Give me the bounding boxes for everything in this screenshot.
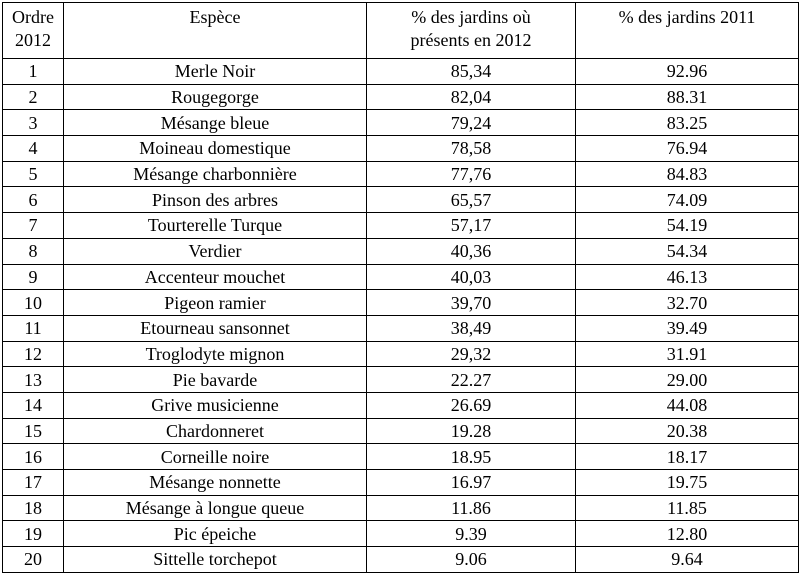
cell-species: Troglodyte mignon [64, 341, 367, 367]
cell-species: Chardonneret [64, 418, 367, 444]
cell-rank: 9 [3, 264, 64, 290]
table-row [3, 495, 799, 521]
cell-pct-2011: 44.08 [576, 392, 799, 418]
header-rank [3, 3, 64, 59]
cell-pct-2012: 19.28 [367, 418, 576, 444]
cell-rank: 18 [3, 495, 64, 521]
cell-pct-2011: 12.80 [576, 521, 799, 547]
cell-pct-2012: 85,34 [367, 59, 576, 85]
cell-rank: 3 [3, 110, 64, 136]
cell-species: Tourterelle Turque [64, 213, 367, 239]
table-row [3, 264, 799, 290]
cell-species: Verdier [64, 238, 367, 264]
cell-species: Moineau domestique [64, 136, 367, 162]
cell-pct-2012: 9.39 [367, 521, 576, 547]
cell-rank: 20 [3, 547, 64, 573]
cell-rank: 13 [3, 367, 64, 393]
cell-pct-2012: 57,17 [367, 213, 576, 239]
table-row [3, 341, 799, 367]
header-pct-2011-label: % des jardins 2011 [618, 7, 756, 27]
cell-rank: 19 [3, 521, 64, 547]
cell-pct-2011: 46.13 [576, 264, 799, 290]
table-row [3, 470, 799, 496]
cell-species: Pie bavarde [64, 367, 367, 393]
header-pct-2012 [367, 3, 576, 59]
cell-pct-2012: 29,32 [367, 341, 576, 367]
cell-species: Pigeon ramier [64, 290, 367, 316]
cell-species: Pinson des arbres [64, 187, 367, 213]
cell-pct-2012: 22.27 [367, 367, 576, 393]
cell-pct-2012: 16.97 [367, 470, 576, 496]
cell-rank: 6 [3, 187, 64, 213]
table-row [3, 187, 799, 213]
cell-species: Etourneau sansonnet [64, 315, 367, 341]
header-species [64, 3, 367, 59]
cell-pct-2012: 79,24 [367, 110, 576, 136]
cell-species: Sittelle torchepot [64, 547, 367, 573]
table-body [3, 59, 799, 573]
cell-species: Mésange nonnette [64, 470, 367, 496]
header-row [3, 3, 799, 59]
cell-rank: 2 [3, 84, 64, 110]
table-row [3, 110, 799, 136]
table-row [3, 547, 799, 573]
cell-pct-2012: 18.95 [367, 444, 576, 470]
cell-rank: 17 [3, 470, 64, 496]
cell-rank: 7 [3, 213, 64, 239]
header-rank-line1: Ordre [12, 7, 54, 27]
header-pct-2012-line1: % des jardins où [411, 7, 531, 27]
table-row [3, 238, 799, 264]
table-row [3, 161, 799, 187]
cell-pct-2012: 9.06 [367, 547, 576, 573]
header-pct-2012-line2: présents en 2012 [410, 30, 532, 50]
cell-rank: 14 [3, 392, 64, 418]
table-row [3, 290, 799, 316]
cell-pct-2011: 20.38 [576, 418, 799, 444]
cell-pct-2011: 84.83 [576, 161, 799, 187]
cell-pct-2011: 54.34 [576, 238, 799, 264]
cell-species: Mésange à longue queue [64, 495, 367, 521]
header-pct-2011 [576, 3, 799, 59]
cell-pct-2011: 92.96 [576, 59, 799, 85]
cell-species: Grive musicienne [64, 392, 367, 418]
table-row [3, 59, 799, 85]
cell-species: Merle Noir [64, 59, 367, 85]
cell-pct-2012: 40,03 [367, 264, 576, 290]
table-row [3, 136, 799, 162]
table-header [3, 3, 799, 59]
cell-rank: 10 [3, 290, 64, 316]
cell-rank: 12 [3, 341, 64, 367]
cell-pct-2012: 65,57 [367, 187, 576, 213]
cell-species: Accenteur mouchet [64, 264, 367, 290]
cell-pct-2011: 32.70 [576, 290, 799, 316]
table-row [3, 84, 799, 110]
cell-pct-2012: 82,04 [367, 84, 576, 110]
cell-rank: 15 [3, 418, 64, 444]
cell-rank: 5 [3, 161, 64, 187]
table-row [3, 392, 799, 418]
cell-pct-2011: 19.75 [576, 470, 799, 496]
cell-species: Pic épeiche [64, 521, 367, 547]
table-row [3, 521, 799, 547]
species-table [2, 2, 799, 573]
cell-pct-2011: 74.09 [576, 187, 799, 213]
table-row [3, 444, 799, 470]
cell-pct-2012: 77,76 [367, 161, 576, 187]
cell-pct-2011: 11.85 [576, 495, 799, 521]
table-row [3, 367, 799, 393]
cell-pct-2011: 18.17 [576, 444, 799, 470]
cell-pct-2012: 78,58 [367, 136, 576, 162]
header-species-label: Espèce [189, 7, 241, 27]
cell-pct-2012: 39,70 [367, 290, 576, 316]
table-row [3, 418, 799, 444]
cell-rank: 4 [3, 136, 64, 162]
cell-pct-2012: 38,49 [367, 315, 576, 341]
cell-pct-2011: 9.64 [576, 547, 799, 573]
cell-pct-2011: 29.00 [576, 367, 799, 393]
table-row [3, 315, 799, 341]
table-row [3, 213, 799, 239]
cell-species: Mésange charbonnière [64, 161, 367, 187]
cell-pct-2012: 40,36 [367, 238, 576, 264]
cell-species: Rougegorge [64, 84, 367, 110]
cell-species: Mésange bleue [64, 110, 367, 136]
cell-rank: 11 [3, 315, 64, 341]
cell-species: Corneille noire [64, 444, 367, 470]
cell-pct-2011: 88.31 [576, 84, 799, 110]
cell-pct-2012: 11.86 [367, 495, 576, 521]
cell-pct-2011: 39.49 [576, 315, 799, 341]
cell-pct-2011: 31.91 [576, 341, 799, 367]
cell-rank: 8 [3, 238, 64, 264]
cell-rank: 16 [3, 444, 64, 470]
cell-pct-2011: 76.94 [576, 136, 799, 162]
cell-pct-2011: 54.19 [576, 213, 799, 239]
header-rank-line2: 2012 [15, 30, 51, 50]
cell-rank: 1 [3, 59, 64, 85]
cell-pct-2011: 83.25 [576, 110, 799, 136]
cell-pct-2012: 26.69 [367, 392, 576, 418]
